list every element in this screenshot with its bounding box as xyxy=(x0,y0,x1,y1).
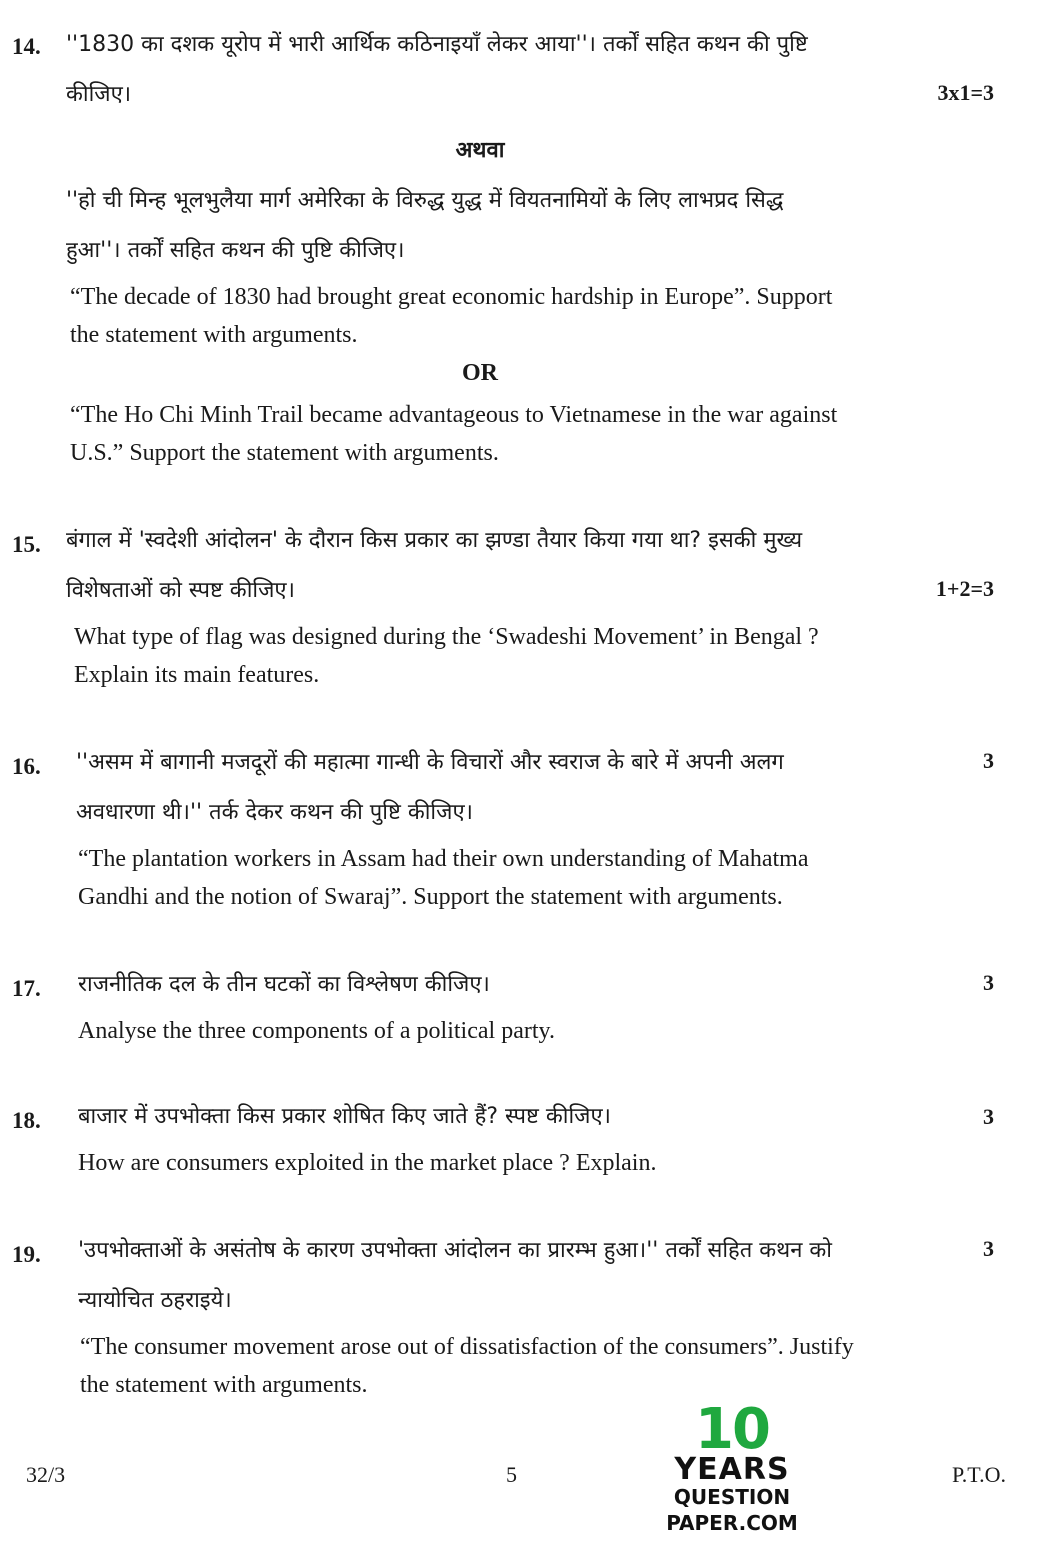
marks: 3 xyxy=(983,748,994,773)
logo-site: QUESTION PAPER.COM xyxy=(666,1485,798,1535)
hindi-line: ''1830 का दशक यूरोप में भारी आर्थिक कठिनाइयाँ लेकर आया''। तर्कों सहित कथन की पुष्टि xyxy=(66,32,808,57)
pto-label: P.T.O. xyxy=(952,1462,1006,1487)
hindi-line: बंगाल में 'स्वदेशी आंदोलन' के दौरान किस प्रकार का झण्डा तैयार किया गया था? इसकी मुख्य xyxy=(66,528,803,553)
hindi-line: हुआ''। तर्कों सहित कथन की पुष्टि कीजिए। xyxy=(66,238,405,263)
hindi-text xyxy=(78,1092,958,1142)
english-line: Gandhi and the notion of Swaraj”. Support the statement with arguments. xyxy=(78,884,783,910)
or-english: OR xyxy=(462,360,498,386)
page-number: 5 xyxy=(506,1462,517,1487)
marks: 3 xyxy=(983,1104,994,1129)
site-watermark-logo xyxy=(612,1397,852,1535)
hindi-text xyxy=(78,1226,958,1326)
question-number: 15. xyxy=(12,532,41,557)
hindi-alt-text xyxy=(66,176,946,276)
english-text xyxy=(74,618,954,694)
hindi-line: बाजार में उपभोक्ता किस प्रकार शोषित किए जाते हैं? स्पष्ट कीजिए। xyxy=(78,1104,612,1129)
english-text xyxy=(70,278,950,354)
english-text xyxy=(78,1144,958,1182)
question-number: 19. xyxy=(12,1242,41,1267)
hindi-line: ''असम में बागानी मजदूरों की महात्मा गान्धी के विचारों और स्वराज के बारे में अपनी अलग xyxy=(76,750,784,775)
or-hindi: अथवा xyxy=(455,138,505,163)
hindi-line: न्यायोचित ठहराइये। xyxy=(78,1288,232,1313)
logo-number: 10 xyxy=(695,1397,769,1462)
question-number: 17. xyxy=(12,976,41,1001)
hindi-text xyxy=(66,20,946,120)
english-text xyxy=(78,1012,958,1050)
hindi-text xyxy=(66,516,946,616)
hindi-text xyxy=(78,960,958,1010)
english-alt-text xyxy=(70,396,950,472)
hindi-line: अवधारणा थी।'' तर्क देकर कथन की पुष्टि कीजिए। xyxy=(76,800,473,825)
marks: 3x1=3 xyxy=(937,80,994,105)
english-line: the statement with arguments. xyxy=(80,1372,368,1398)
english-line: Explain its main features. xyxy=(74,662,320,688)
marks: 1+2=3 xyxy=(935,576,994,601)
english-line: “The consumer movement arose out of dissatisfaction of the consumers”. Justify xyxy=(80,1334,854,1360)
hindi-line: कीजिए। xyxy=(66,82,132,107)
logo-years: YEARS xyxy=(674,1452,790,1487)
english-line: the statement with arguments. xyxy=(70,322,358,348)
question-number: 18. xyxy=(12,1108,41,1133)
hindi-line: राजनीतिक दल के तीन घटकों का विश्लेषण कीजिए। xyxy=(78,972,490,997)
english-line: “The Ho Chi Minh Trail became advantageous to Vietnamese in the war against xyxy=(70,402,838,428)
english-line: “The plantation workers in Assam had their own understanding of Mahatma xyxy=(78,846,809,872)
english-line: Analyse the three components of a political party. xyxy=(78,1018,555,1044)
english-text xyxy=(80,1328,960,1404)
english-line: U.S.” Support the statement with arguments. xyxy=(70,440,499,466)
paper-code: 32/3 xyxy=(26,1462,66,1487)
marks: 3 xyxy=(983,970,994,995)
marks: 3 xyxy=(983,1236,994,1261)
english-line: “The decade of 1830 had brought great economic hardship in Europe”. Support xyxy=(70,284,833,310)
hindi-line: ''हो ची मिन्ह भूलभुलैया मार्ग अमेरिका के विरुद्ध युद्ध में वियतनामियों के लिए लाभप्रद सिद्ध xyxy=(66,188,784,213)
question-number: 16. xyxy=(12,754,41,779)
english-line: What type of flag was designed during the ‘Swadeshi Movement’ in Bengal ? xyxy=(74,624,819,650)
english-line: How are consumers exploited in the market place ? Explain. xyxy=(78,1150,657,1176)
hindi-line: 'उपभोक्ताओं के असंतोष के कारण उपभोक्ता आंदोलन का प्रारम्भ हुआ।'' तर्कों सहित कथन को xyxy=(78,1238,833,1263)
hindi-text xyxy=(76,738,956,838)
hindi-line: विशेषताओं को स्पष्ट कीजिए। xyxy=(66,578,295,603)
question-number: 14. xyxy=(12,34,41,59)
english-text xyxy=(78,840,958,916)
